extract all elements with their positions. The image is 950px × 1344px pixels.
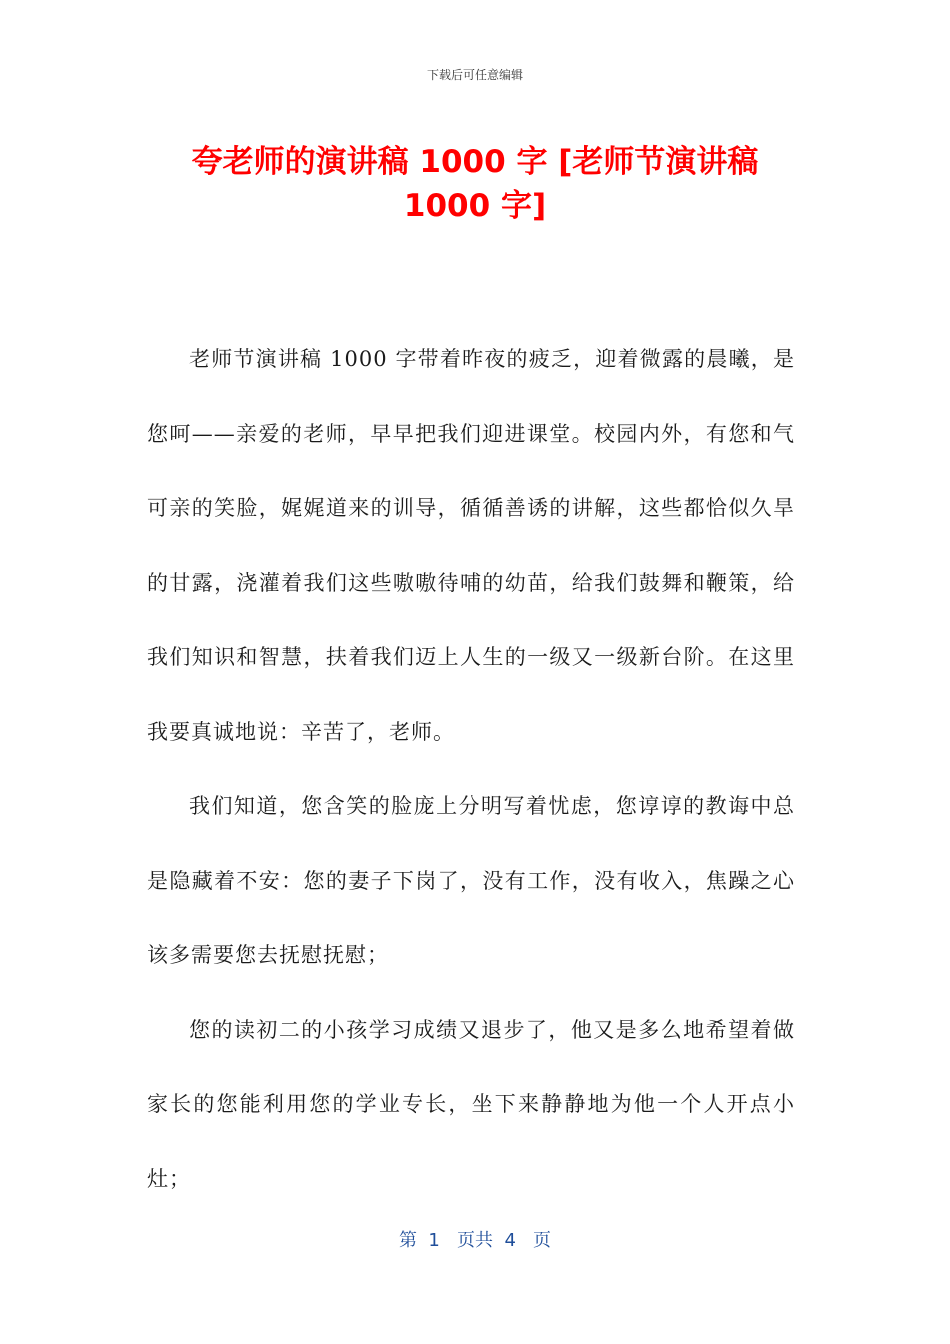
paragraph-1: 老师节演讲稿 1000 字带着昨夜的疲乏，迎着微露的晨曦，是您呵——亲爱的老师，早早把我们迎进课堂。校园内外，有您和气可亲的笑脸，娓娓道来的训导，循循善诱的讲解，这些都恰似久旱的甘露，浇灌着我们这些嗷嗷待哺的幼苗，给我们鼓舞和鞭策，给我们知识和智慧，扶着我们迈上人生的一级又一级新台阶。在这里我要真诚地说：辛苦了，老师。 xyxy=(147,347,795,744)
paragraph-2: 我们知道，您含笑的脸庞上分明写着忧虑，您谆谆的教诲中总是隐藏着不安：您的妻子下岗了，没有工作，没有收入，焦躁之心该多需要您去抚慰抚慰； xyxy=(147,794,795,967)
document-title xyxy=(150,140,800,228)
title-line-1: 夸老师的演讲稿 1000 字 [老师节演讲稿 xyxy=(191,144,759,180)
title-line-2: 1000 字] xyxy=(403,188,547,224)
page-number: 第 1 页共 4 页 xyxy=(398,1230,552,1251)
header-note: 下载后可任意编辑 xyxy=(426,68,523,82)
paragraph-3: 您的读初二的小孩学习成绩又退步了，他又是多么地希望着做家长的您能利用您的学业专长，坐下来静静地为他一个人开点小灶； xyxy=(147,1017,795,1191)
document-body xyxy=(147,322,795,1216)
